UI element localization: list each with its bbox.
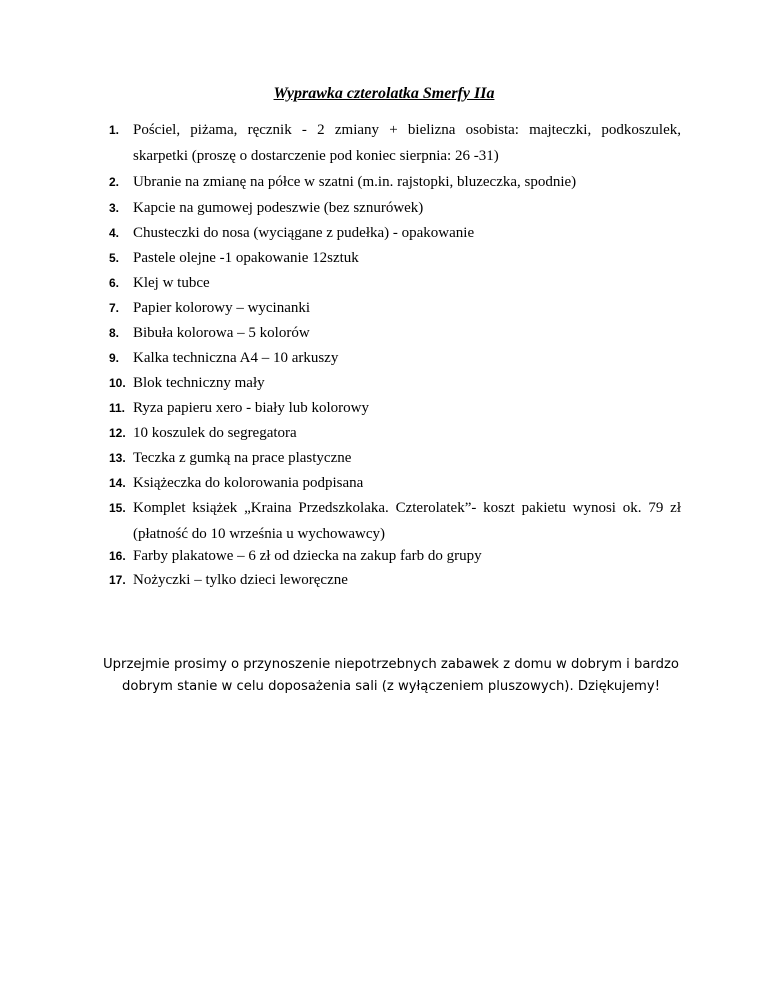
list-item-15: [109, 495, 681, 547]
item-number: 16.: [109, 549, 126, 563]
item-text: Kapcie na gumowej podeszwie (bez sznurówek): [133, 200, 424, 216]
item-text: Teczka z gumką na prace plastyczne: [133, 450, 352, 466]
item-text: Papier kolorowy – wycinanki: [133, 300, 311, 316]
closing-note: Uprzejmie prosimy o przynoszenie niepotrzebnych zabawek z domu w dobrym i bardzo dobrym stanie w celu doposażenia sali (z wyłączeniem pluszowych). Dziękujemy!: [103, 657, 679, 694]
item-text: Pościel, piżama, ręcznik - 2 zmiany + bielizna osobista: majteczki, podkoszulek,: [133, 122, 681, 138]
list-item-17: [109, 567, 681, 593]
item-text: Nożyczki – tylko dzieci leworęczne: [133, 572, 348, 588]
item-number: 2.: [109, 175, 120, 189]
item-text: Blok techniczny mały: [133, 375, 265, 391]
item-number: 9.: [109, 351, 120, 365]
item-text: Bibuła kolorowa – 5 kolorów: [133, 325, 310, 341]
item-continuation: skarpetki (proszę o dostarczenie pod koniec sierpnia: 26 -31): [133, 148, 499, 164]
list-item-14: [109, 470, 681, 496]
item-text: 10 koszulek do segregatora: [133, 425, 297, 441]
item-text: Komplet książek „Kraina Przedszkolaka. Czterolatek”- koszt pakietu wynosi ok. 79 zł: [133, 500, 681, 516]
item-text: Pastele olejne -1 opakowanie 12sztuk: [133, 250, 359, 266]
item-text: Klej w tubce: [133, 275, 210, 291]
item-text: Kalka techniczna A4 – 10 arkuszy: [133, 350, 339, 366]
item-number: 15.: [109, 501, 126, 515]
item-number: 4.: [109, 226, 120, 240]
list-item-10: [109, 370, 681, 396]
item-number: 10.: [109, 376, 126, 390]
item-number: 17.: [109, 573, 126, 587]
list-item-7: [109, 295, 681, 321]
list-item-6: [109, 270, 681, 296]
list-item-4: [109, 220, 681, 246]
item-continuation: (płatność do 10 września u wychowawcy): [133, 526, 386, 542]
item-number: 1.: [109, 123, 120, 137]
list-item-3: [109, 195, 681, 221]
list-item-11: [109, 395, 681, 421]
item-text: Ubranie na zmianę na półce w szatni (m.in. rajstopki, bluzeczka, spodnie): [133, 174, 577, 190]
item-number: 8.: [109, 326, 120, 340]
item-text: Chusteczki do nosa (wyciągane z pudełka) - opakowanie: [133, 225, 475, 241]
list-item-16: [109, 543, 681, 569]
document-title: Wyprawka czterolatka Smerfy IIa: [273, 85, 495, 102]
item-number: 11.: [109, 401, 126, 415]
list-item-13: [109, 445, 681, 471]
list-item-8: [109, 320, 681, 346]
item-text: Książeczka do kolorowania podpisana: [133, 475, 364, 491]
list-item-5: [109, 245, 681, 271]
item-text: Farby plakatowe – 6 zł od dziecka na zakup farb do grupy: [133, 548, 482, 564]
item-number: 7.: [109, 301, 120, 315]
item-number: 13.: [109, 451, 126, 465]
item-text: Ryza papieru xero - biały lub kolorowy: [133, 400, 370, 416]
item-number: 5.: [109, 251, 120, 265]
item-number: 6.: [109, 276, 120, 290]
list-item-2: [109, 169, 681, 195]
item-number: 12.: [109, 426, 126, 440]
list-item-12: [109, 420, 681, 446]
list-item-9: [109, 345, 681, 371]
item-number: 14.: [109, 476, 126, 490]
list-item-1: [109, 117, 681, 169]
item-number: 3.: [109, 201, 120, 215]
